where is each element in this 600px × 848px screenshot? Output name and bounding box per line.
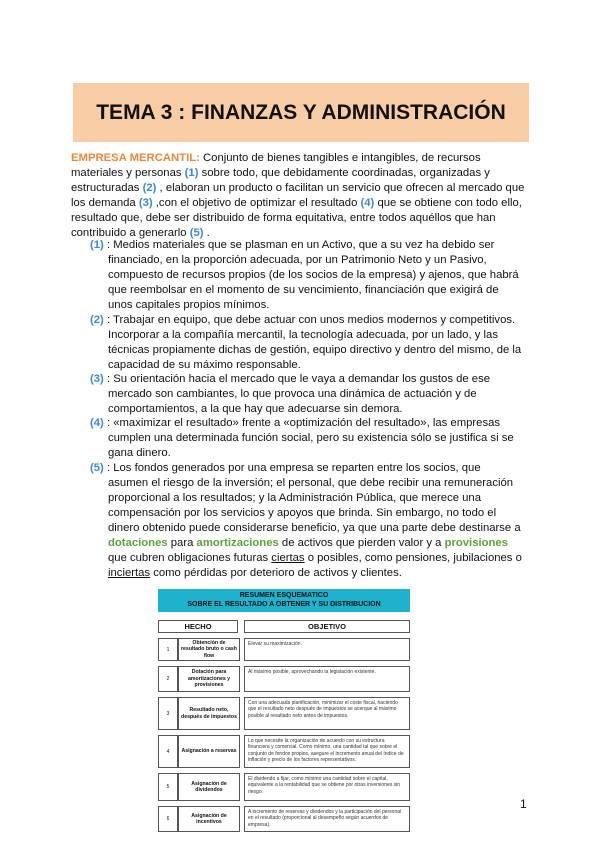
row-number: 5 bbox=[158, 773, 178, 801]
row-number: 1 bbox=[158, 638, 178, 661]
item-text: : Trabajar en equipo, que debe actuar con unos medios modernos y competitivos. Incorporar a la compañía mercantil, la tecnología adecuada, por un lado, y las técnicas propiamente dichas de gestión, equipo directivo y dentro del mismo, de la capacidad de su máximo responsable. bbox=[103, 314, 522, 371]
highlight-term: provisiones bbox=[444, 537, 508, 549]
list-item bbox=[90, 372, 522, 417]
list-item bbox=[90, 238, 522, 313]
underlined-term: inciertas bbox=[108, 567, 151, 579]
column-header-hecho: HECHO bbox=[158, 620, 238, 633]
table-column-headers bbox=[158, 620, 410, 633]
row-hecho: Asignación a reservas bbox=[178, 735, 240, 768]
intro-text: , elaboran un producto o facilitan un servicio que ofrecen al mercado que los demanda bbox=[71, 182, 525, 209]
table-row bbox=[158, 697, 410, 730]
ref-marker-1: (1) bbox=[184, 167, 199, 179]
row-number: 6 bbox=[158, 806, 178, 832]
item-marker: (3) bbox=[90, 373, 104, 385]
item-marker: (5) bbox=[90, 462, 104, 474]
row-objetivo: Lo que necesite la organización de acuerdo con su estructura financiera y comercial. Como mínimo, una cantidad tal que sobre el conjunto de fondos propios, asegure el incremento anual del índice de inflación y precio de los factores representativos. bbox=[244, 735, 410, 768]
table-row bbox=[158, 638, 410, 661]
intro-paragraph bbox=[71, 151, 532, 241]
ref-marker-2: (2) bbox=[142, 182, 157, 194]
row-objetivo: A incremento de reservas y dividendos y la participación del personal en el resultado (proporcional al desempeño según acuerdos de empresa). bbox=[244, 806, 410, 832]
list-item bbox=[90, 313, 522, 373]
row-number: 3 bbox=[158, 697, 178, 730]
item-marker: (2) bbox=[90, 314, 104, 326]
page-title: TEMA 3 : FINANZAS Y ADMINISTRACIÓN bbox=[96, 101, 506, 124]
row-hecho: Asignación de dividendos bbox=[178, 773, 240, 801]
ref-marker-4: (4) bbox=[360, 197, 375, 209]
item-marker: (4) bbox=[90, 417, 104, 429]
table-row bbox=[158, 806, 410, 832]
item-text: : «maximizar el resultado» frente a «optimización del resultado», las empresas cumplen una determinada función social, pero su existencia sólo se justifica si se gana dinero. bbox=[103, 417, 514, 459]
intro-text: ,con el objetivo de optimizar el resultado bbox=[152, 197, 361, 209]
intro-text: Conjunto de bienes tangibles e intangibles, de recursos materiales y personas bbox=[71, 152, 481, 179]
list-item bbox=[90, 416, 522, 461]
row-objetivo: Al máximo posible, aprovechando la legislación existente. bbox=[244, 666, 410, 692]
underlined-term: ciertas bbox=[271, 552, 305, 564]
row-hecho: Resultado neto, después de impuestos bbox=[178, 697, 240, 730]
item-text: como pérdidas por deterioro de activos y clientes. bbox=[150, 567, 402, 579]
column-header-objetivo: OBJETIVO bbox=[244, 620, 410, 633]
item-text: : Su orientación hacia el mercado que le vaya a demandar los gustos de ese mercado son cambiantes, lo que provoca una dinámica de actuación y de comportamientos, a la que hay que adecuarse sin demora. bbox=[103, 373, 491, 415]
item-text: : Medios materiales que se plasman en un Activo, que a su vez ha debido ser financiado, en la proporción adecuada, por un Patrimonio Neto y un Pasivo, compuesto de recursos propios (de los socios de la empresa) y ajenos, que habrá que reembolsar en el momento de su vencimiento, financiación que exigirá de unos capitales propios mínimos. bbox=[103, 239, 519, 311]
item-text: que cubren obligaciones futuras bbox=[108, 552, 272, 564]
item-text: : Los fondos generados por una empresa se reparten entre los socios, que asumen el riesgo de la inversión; el personal, que debe recibir una remuneración proporcional a los resultados; y la Administración Pública, que merece una compensación por los servicios y apoyos que brinda. Sin embargo, no todo el dinero obtenido puede considerarse beneficio, ya que una parte debe destinarse a bbox=[103, 462, 521, 534]
table-row bbox=[158, 735, 410, 768]
intro-text: que se obtiene con todo ello, resultado que, debe ser distribuido de forma equitativa, entre todos aquéllos que han contribuido a generarlo bbox=[71, 197, 522, 239]
highlight-term: amortizaciones bbox=[196, 537, 279, 549]
summary-table bbox=[158, 589, 410, 832]
title-banner bbox=[73, 83, 529, 142]
intro-text: sobre todo, que debidamente coordinadas, organizadas y estructuradas bbox=[71, 167, 490, 194]
table-header-line: SOBRE EL RESULTADO A OBTENER Y SU DISTRIBUCION bbox=[187, 601, 381, 608]
item-text: o posibles, como pensiones, jubilaciones o bbox=[304, 552, 522, 564]
table-row bbox=[158, 666, 410, 692]
page-number: 1 bbox=[520, 797, 527, 811]
highlight-term: dotaciones bbox=[108, 537, 168, 549]
item-text: para bbox=[167, 537, 197, 549]
table-header bbox=[158, 589, 410, 612]
ref-marker-3: (3) bbox=[138, 197, 153, 209]
row-objetivo: Elevar su maximización. bbox=[244, 638, 410, 661]
list-item bbox=[90, 461, 522, 581]
row-objetivo: El dividendo a fijar, como mínimo una cantidad sobre el capital, equivalente a la rentabilidad que se obtiene por otras inversiones sin riesgo. bbox=[244, 773, 410, 801]
row-hecho: Obtención de resultado bruto o cash flow bbox=[178, 638, 240, 661]
intro-text: . bbox=[203, 227, 210, 239]
row-hecho: Asignación de incentivos bbox=[178, 806, 240, 832]
row-objetivo: Con una adecuada planificación, minimizar el coste fiscal, haciendo que el resultado neto después de impuestos se acerque al máximo posible al resultado neto antes de impuestos. bbox=[244, 697, 410, 730]
table-row bbox=[158, 773, 410, 801]
item-marker: (1) bbox=[90, 239, 104, 251]
table-header-line: RESUMEN ESQUEMATICO bbox=[239, 592, 329, 599]
row-number: 2 bbox=[158, 666, 178, 692]
row-number: 4 bbox=[158, 735, 178, 768]
ref-marker-5: (5) bbox=[189, 227, 204, 239]
row-hecho: Dotación para amortizaciones y provisiones bbox=[178, 666, 240, 692]
intro-label: EMPRESA MERCANTIL: bbox=[71, 152, 200, 164]
item-text: de activos que pierden valor y a bbox=[278, 537, 445, 549]
